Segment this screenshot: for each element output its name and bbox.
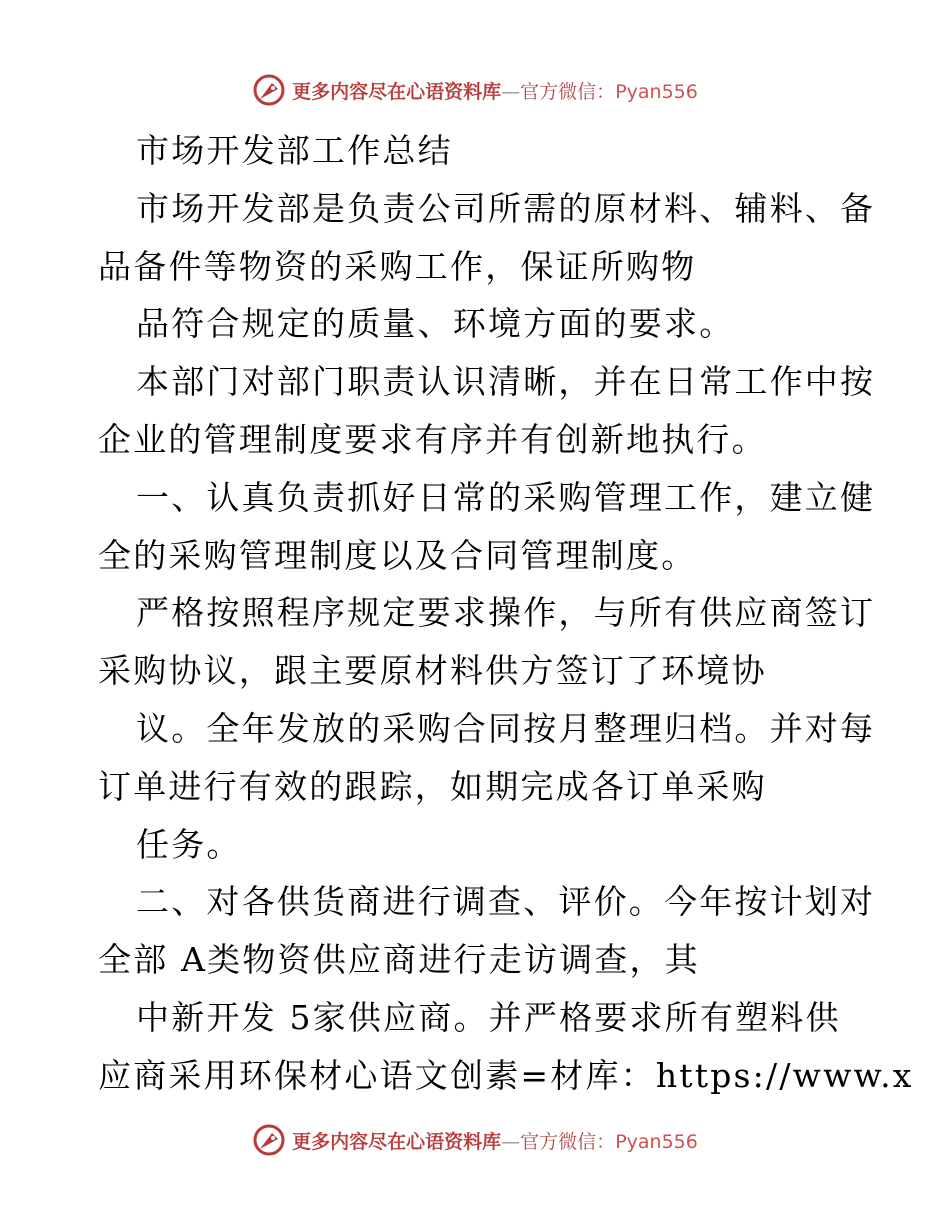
banner-main-text: 更多内容尽在心语资料库 bbox=[292, 1130, 502, 1153]
banner-wechat-id: Pyan556 bbox=[615, 80, 698, 103]
text-line: 二、对各供货商进行调查、评价。今年按计划对 bbox=[136, 882, 876, 922]
text-line: 订单进行有效的跟踪，如期完成各订单采购 bbox=[98, 766, 767, 806]
text-line: 品备件等物资的采购工作，保证所购物 bbox=[98, 246, 697, 286]
text-line: 中新开发 5家供应商。并严格要求所有塑料供 bbox=[136, 997, 841, 1037]
header-banner bbox=[0, 70, 950, 110]
text-line: 企业的管理制度要求有序并有创新地执行。 bbox=[98, 419, 767, 459]
text-line: 全的采购管理制度以及合同管理制度。 bbox=[98, 535, 697, 575]
text-line: 市场开发部是负责公司所需的原材料、辅料、备 bbox=[136, 188, 876, 228]
text-line: 品符合规定的质量、环境方面的要求。 bbox=[136, 304, 735, 344]
footer-banner bbox=[0, 1120, 950, 1160]
document-body bbox=[98, 122, 914, 1105]
banner-sub-text: 官方微信： bbox=[520, 1130, 616, 1153]
pen-nib-logo-icon bbox=[252, 1123, 286, 1157]
text-line: 严格按照程序规定要求操作，与所有供应商签订 bbox=[136, 593, 876, 633]
banner-separator: — bbox=[501, 80, 521, 103]
banner-main-text: 更多内容尽在心语资料库 bbox=[292, 80, 502, 103]
banner-sub-text: 官方微信： bbox=[520, 80, 616, 103]
text-line: 一、认真负责抓好日常的采购管理工作，建立健 bbox=[136, 477, 876, 517]
pen-nib-logo-icon bbox=[252, 73, 286, 107]
text-line: 全部 A类物资供应商进行走访调查，其 bbox=[98, 940, 700, 980]
banner-caption bbox=[292, 77, 698, 104]
text-line: 应商采用环保材心语文创素=材库：https://www.x bbox=[98, 1055, 914, 1095]
document-title: 市场开发部工作总结 bbox=[136, 131, 453, 170]
text-line: 任务。 bbox=[136, 824, 242, 864]
text-line: 采购协议，跟主要原材料供方签订了环境协 bbox=[98, 651, 767, 691]
text-line: 议。全年发放的采购合同按月整理归档。并对每 bbox=[136, 708, 876, 748]
banner-caption bbox=[292, 1127, 698, 1154]
banner-wechat-id: Pyan556 bbox=[615, 1130, 698, 1153]
text-line: 本部门对部门职责认识清晰，并在日常工作中按 bbox=[136, 362, 876, 402]
banner-separator: — bbox=[501, 1130, 521, 1153]
